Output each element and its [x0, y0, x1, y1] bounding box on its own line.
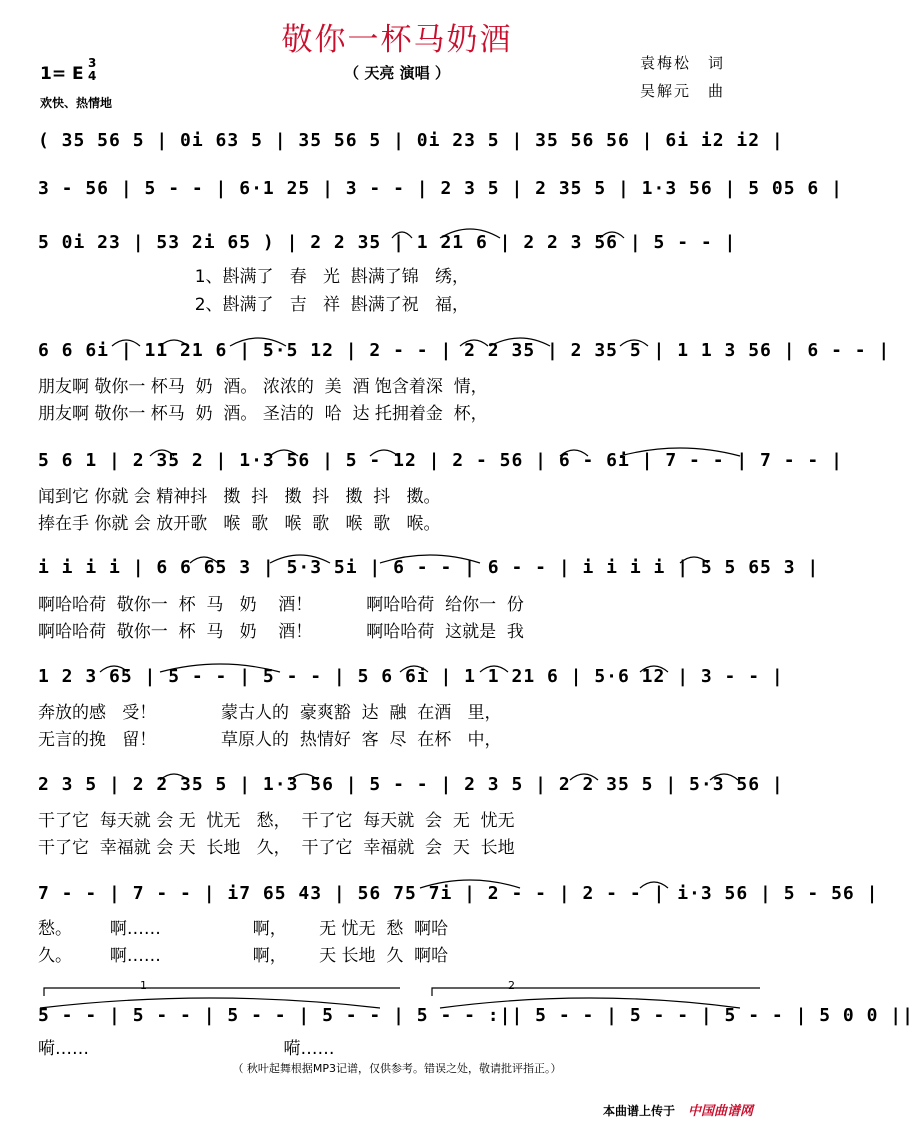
tie — [40, 998, 380, 1008]
slur — [440, 229, 500, 238]
lyric-line-4b: 朋友啊 敬你一 杯马 奶 酒。 圣洁的 哈 达 托拥着金 杯， — [38, 404, 488, 424]
slur — [460, 340, 488, 346]
score-line-9: 7 - - | 7 - - | i7 65 43 | 56 75 7i | 2 - - | 2 - - | i·3 56 | 5 - 56 | — [38, 883, 879, 904]
score-line-2: 3 - 56 | 5 - - | 6·1 25 | 3 - - | 2 3 5 | 2 35 5 | 1·3 56 | 5 05 6 | — [38, 178, 843, 199]
score-line-3: 5 0i 23 | 53 2i 65 ) | 2 2 35 | 1 21 6 | 2 2 3 56 | 5 - - | — [38, 232, 737, 253]
score-line-10: 5 - - | 5 - - | 5 - - | 5 - - | 5 - - :|| 5 - - | 5 - - | 5 - - | 5 0 0 || — [38, 1005, 914, 1026]
volta-first-ending: 1 — [140, 979, 147, 992]
score-line-5: 5 6 1 | 2 35 2 | 1·3 56 | 5 - 12 | 2 - 56 | 6 - 6i | 7 - - | 7 - - | — [38, 450, 843, 471]
slur — [270, 450, 298, 456]
lyric-line-5b: 捧在手 你就 会 放开歌 喉 歌 喉 歌 喉 歌 喉。 — [38, 514, 441, 534]
tempo-marking: 欢快、热情地 — [40, 96, 113, 110]
lyricist-credit: 袁梅松 词 — [640, 54, 726, 72]
slur — [100, 666, 128, 672]
time-signature-top: 3 — [88, 56, 97, 70]
lyric-line-7b: 无言的挽 留！ 草原人的 热情好 客 尽 在杯 中， — [38, 730, 502, 750]
slur — [160, 664, 280, 672]
composer-credit: 吴解元 曲 — [640, 82, 726, 100]
time-signature-bottom: 4 — [88, 69, 97, 83]
slur — [150, 450, 174, 456]
lyric-line-5a: 闻到它 你就 会 精神抖 擞 抖 擞 抖 擞 抖 擞。 — [38, 487, 441, 507]
slur — [230, 338, 286, 346]
slur — [570, 774, 598, 780]
score-line-7: 1 2 3 65 | 5 - - | 5 - - | 5 6 6i | 1 1 21 6 | 5·6 12 | 3 - - | — [38, 666, 784, 687]
score-line-1: ( 35 56 5 | 0i 63 5 | 35 56 5 | 0i 23 5 | 35 56 56 | 6i i2 i2 | — [38, 130, 784, 151]
lyric-line-10: 嗬…… 嗬…… — [38, 1039, 335, 1059]
lyric-line-8b: 干了它 幸福就 会 天 长地 久， 干了它 幸福就 会 天 长地 — [38, 838, 515, 858]
slur — [420, 880, 520, 888]
slur — [620, 448, 740, 456]
volta-bracket — [44, 988, 400, 996]
slur — [560, 450, 588, 456]
lyric-line-9a: 愁。 啊…… 啊， 无 忧无 愁 啊哈 — [38, 919, 449, 939]
volta-second-ending: 2 — [508, 979, 515, 992]
site-logo[interactable]: 中国曲谱网 — [688, 1104, 754, 1119]
slur — [190, 557, 218, 563]
slur — [640, 882, 668, 888]
lyric-line-8a: 干了它 每天就 会 无 忧无 愁， 干了它 每天就 会 无 忧无 — [38, 811, 515, 831]
transcription-note: （ 秋叶起舞根据MP3记谱，仅供参考。错误之处，敬请批评指正。） — [232, 1062, 562, 1075]
lyric-line-9b: 久。 啊…… 啊， 天 长地 久 啊哈 — [38, 946, 449, 966]
score-line-6: i i i i | 6 6 65 3 | 5·3 5i | 6 - - | 6 - - | i i i i | 5 5 65 3 | — [38, 557, 820, 578]
volta-bracket — [432, 988, 760, 996]
lyric-line-3b: 2、斟满了 吉 祥 斟满了祝 福， — [38, 295, 469, 315]
slur — [600, 232, 624, 238]
slur — [640, 666, 668, 672]
song-title: 敬你一杯马奶酒 — [281, 22, 513, 58]
upload-label: 本曲谱上传于 — [603, 1104, 676, 1118]
slur — [620, 340, 648, 346]
lyric-line-6a: 啊哈哈荷 敬你一 杯 马 奶 酒！ 啊哈哈荷 给你一 份 — [38, 595, 524, 615]
lyric-line-3a: 1、斟满了 春 光 斟满了锦 绣， — [38, 267, 469, 287]
slur — [380, 555, 480, 563]
lyric-line-6b: 啊哈哈荷 敬你一 杯 马 奶 酒！ 啊哈哈荷 这就是 我 — [38, 622, 524, 642]
slur — [270, 555, 330, 563]
slur — [480, 666, 508, 672]
slur — [392, 232, 412, 238]
score-line-4: 6 6 6i | 11 21 6 | 5·5 12 | 2 - - | 2 2 35 | 2 35 5 | 1 1 3 56 | 6 - - | — [38, 340, 891, 361]
slur — [680, 557, 708, 563]
slur — [112, 340, 140, 346]
lyric-line-4a: 朋友啊 敬你一 杯马 奶 酒。 浓浓的 美 酒 饱含着深 情， — [38, 377, 488, 397]
lyric-line-7a: 奔放的感 受！ 蒙古人的 豪爽豁 达 融 在酒 里， — [38, 703, 502, 723]
score-line-8: 2 3 5 | 2 2 35 5 | 1·3 56 | 5 - - | 2 3 5 | 2 2 35 5 | 5·3 56 | — [38, 774, 784, 795]
slur — [290, 774, 318, 780]
slur — [370, 450, 398, 456]
singer-credit: （ 天亮 演唱 ） — [344, 64, 450, 82]
tie — [440, 998, 740, 1008]
slur — [710, 774, 738, 780]
slur — [490, 338, 550, 346]
slur — [160, 774, 188, 780]
slur — [400, 666, 428, 672]
key-signature: 1= E — [40, 64, 84, 84]
slur — [160, 340, 188, 346]
